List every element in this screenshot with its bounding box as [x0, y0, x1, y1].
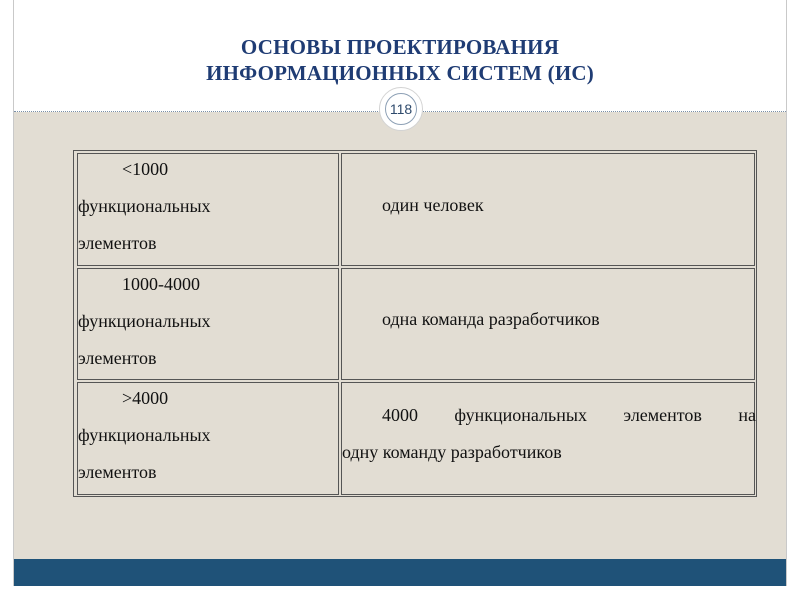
size-word-2: элементов: [78, 233, 157, 253]
size-word-1: функциональных: [78, 311, 211, 331]
size-word-2: элементов: [78, 462, 157, 482]
footer-bar: [14, 559, 786, 586]
page-number: 118: [385, 93, 417, 125]
slide-title-line-2: ИНФОРМАЦИОННЫХ СИСТЕМ (ИС): [206, 61, 594, 85]
page-number-badge: [379, 87, 423, 131]
team-text-line-2: одну команду разработчиков: [342, 442, 562, 462]
table-row-3-size-cell: [77, 382, 339, 495]
size-threshold: <1000: [122, 159, 169, 179]
team-text: одна команда разработчиков: [382, 309, 600, 329]
team-text: один человек: [382, 195, 484, 215]
team-text-line-1: 4000 функциональных элементов на: [382, 405, 756, 425]
table-row-1-team-cell: [341, 153, 755, 266]
size-word-1: функциональных: [78, 425, 211, 445]
size-threshold: >4000: [122, 388, 169, 408]
table-row-2-team-cell: [341, 268, 755, 380]
table-row-3-team-cell: [341, 382, 755, 495]
slide-title-line-1: ОСНОВЫ ПРОЕКТИРОВАНИЯ: [240, 35, 560, 59]
size-threshold: 1000-4000: [122, 274, 200, 294]
size-team-table: [73, 150, 757, 497]
table-row-1-size-cell: [77, 153, 339, 266]
size-word-1: функциональных: [78, 196, 211, 216]
slide-title: [14, 34, 786, 86]
size-word-2: элементов: [78, 348, 157, 368]
table-row-2-size-cell: [77, 268, 339, 380]
